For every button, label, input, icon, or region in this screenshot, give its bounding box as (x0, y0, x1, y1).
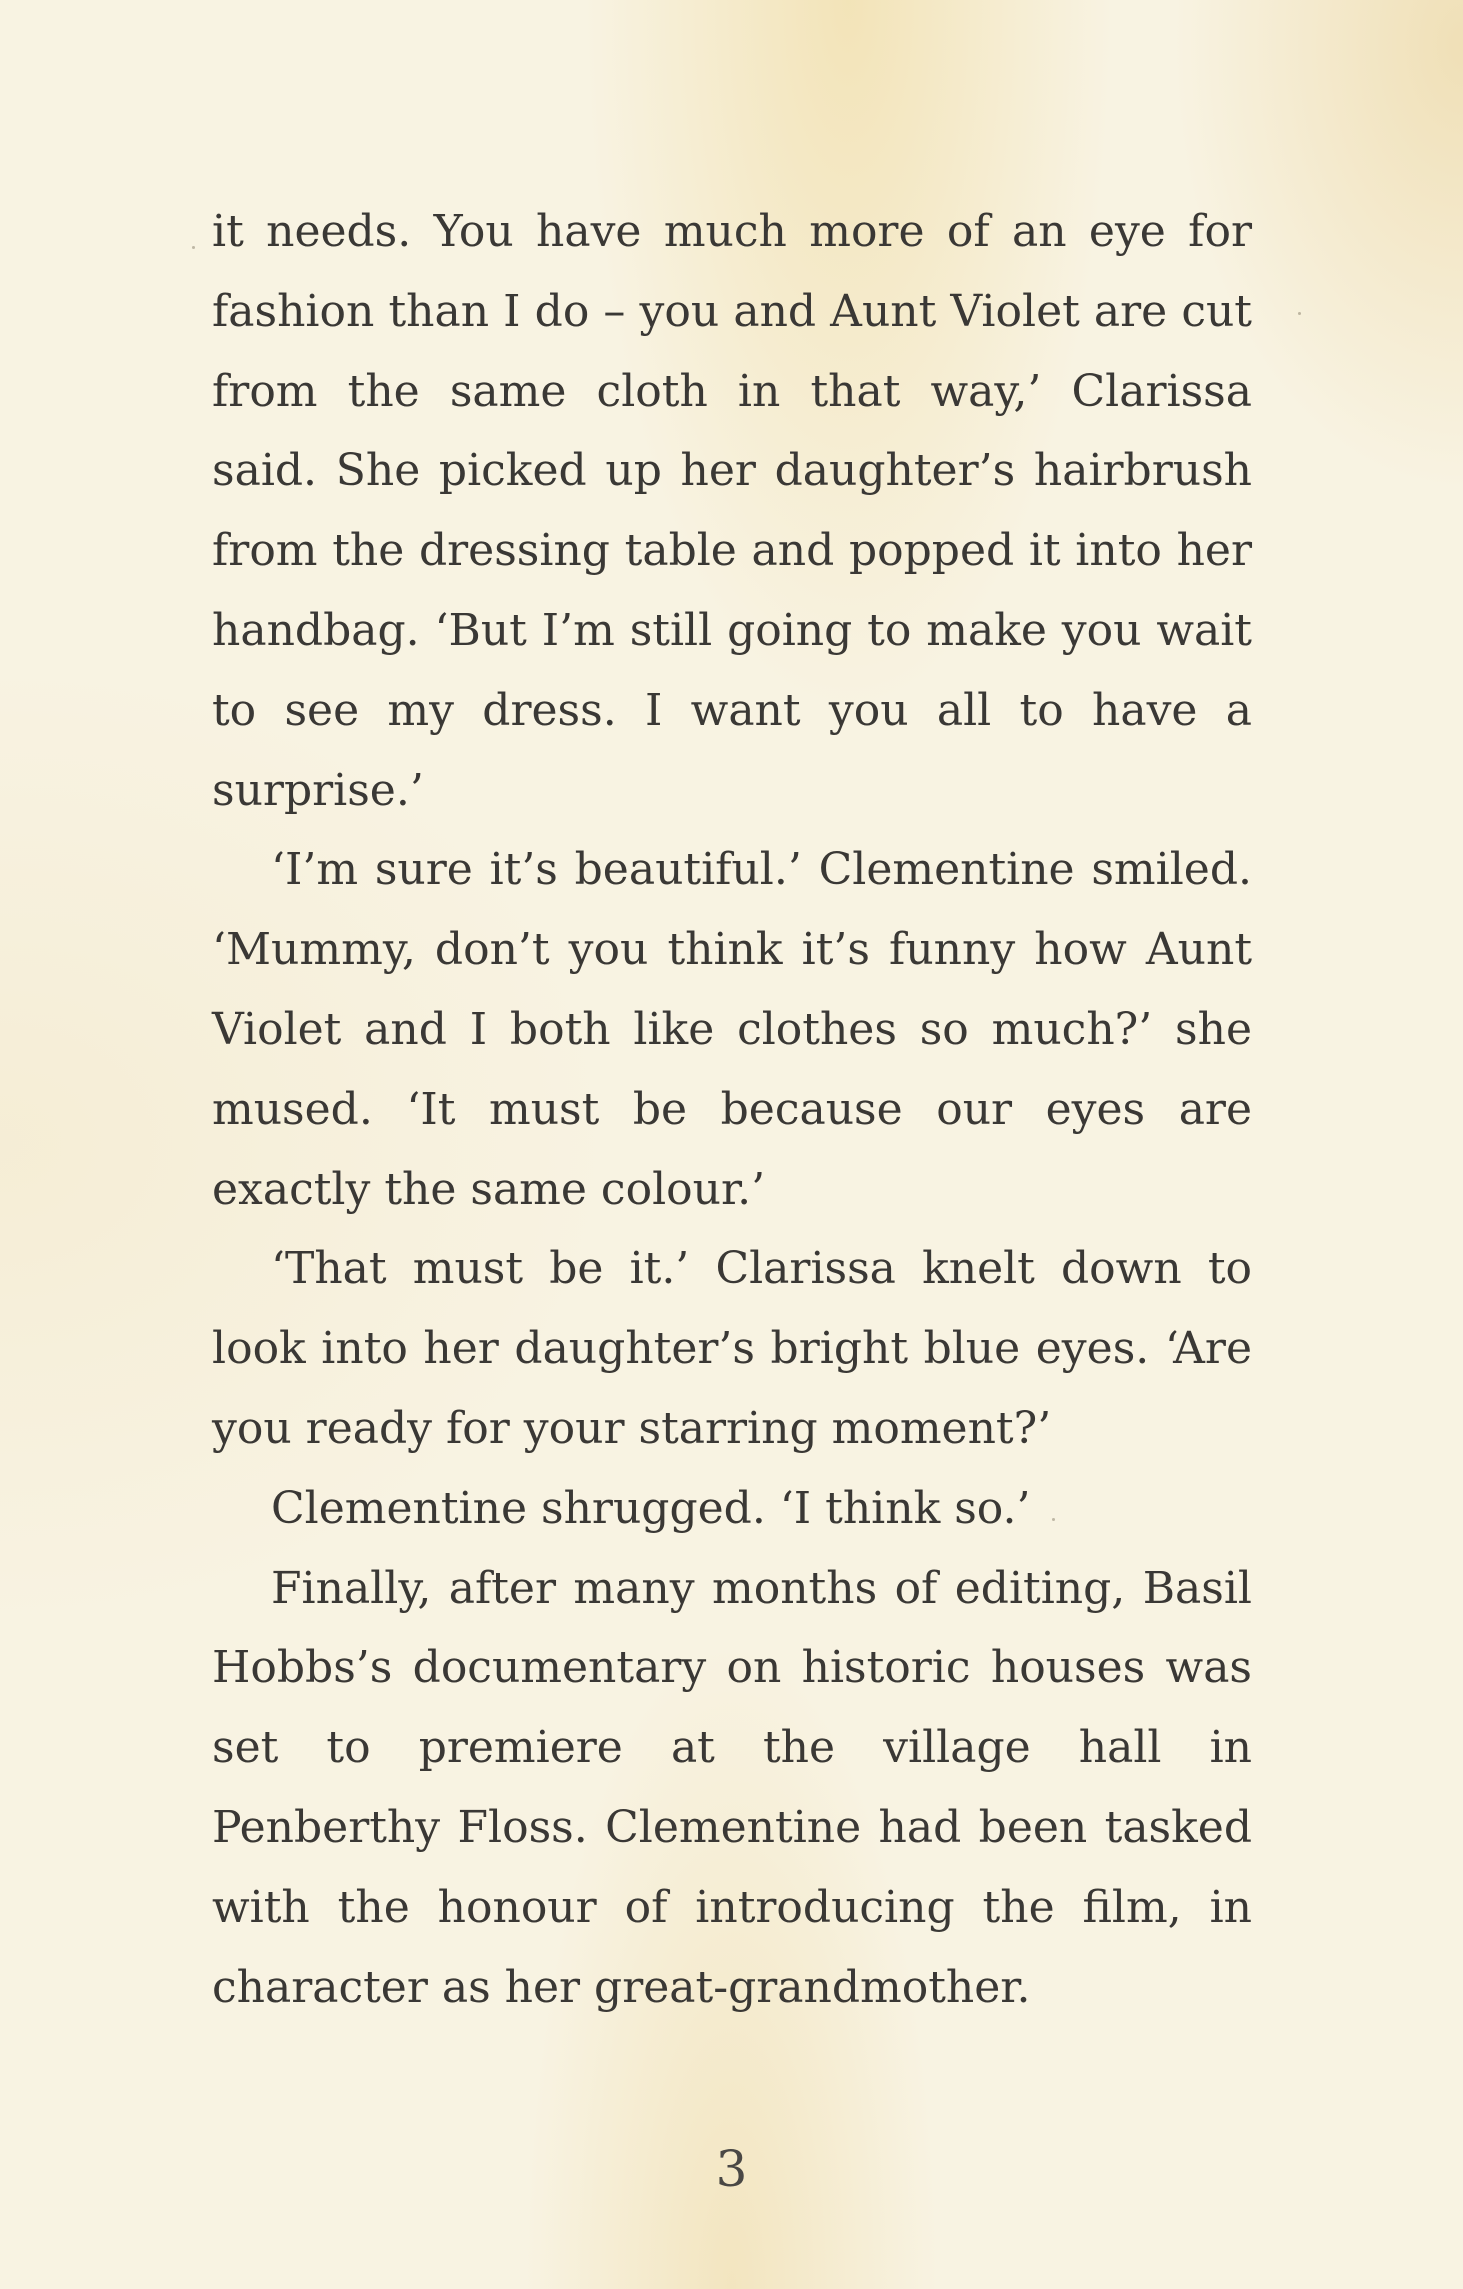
paragraph-1: it needs. You have much more of an eye for fashion than I do – you and Aunt Violet are cut from the same cloth in that way,’ Clarissa said. She picked up her daughter’s hairbrush from the dressing table and popped it into her handbag. ‘But I’m still going to make you wait to see my dress. I want you all to have a surprise.’ (212, 206, 1252, 816)
paragraph-4: Clementine shrugged. ‘I think so.’ (271, 1482, 1031, 1534)
paragraph-3: ‘That must be it.’ Clarissa knelt down to look into her daughter’s bright blue eyes. ‘Are you ready for your starring moment?’ (212, 1243, 1252, 1454)
paper-speck (1298, 312, 1301, 315)
paragraph-5: Finally, after many months of editing, Basil Hobbs’s documentary on historic houses was set to premiere at the village hall in Penberthy Floss. Clementine had been tasked with the honour of introducing the film, in character as her great-grandmother. (212, 1562, 1252, 2013)
page-number: 3 (715, 2140, 748, 2198)
body-text (212, 192, 1252, 2027)
paper-speck (192, 246, 195, 249)
paragraph-2: ‘I’m sure it’s beautiful.’ Clementine smiled. ‘Mummy, don’t you think it’s funny how Aunt Violet and I both like clothes so much?’ she mused. ‘It must be because our eyes are exactly the same colour.’ (212, 844, 1252, 1215)
paper-speck (1052, 1518, 1055, 1521)
